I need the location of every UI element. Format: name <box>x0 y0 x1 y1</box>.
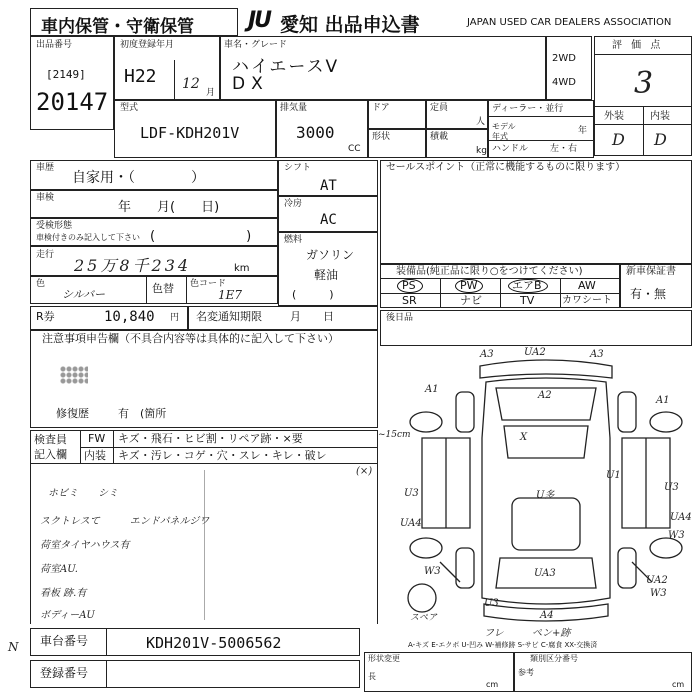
fuel-diesel: 軽油 <box>314 268 339 282</box>
mark-fure: フレ <box>484 628 504 639</box>
drive-4wd: 4WD <box>552 77 576 88</box>
notice-label: 注意事項申告欄（不具合内容等は具体的に記入して下さい） <box>42 332 339 345</box>
mark-ua3: UA3 <box>534 568 556 579</box>
ac-label: 冷房 <box>284 199 303 209</box>
recycle-label: R券 <box>36 310 55 323</box>
handle-label: ハンドル <box>492 144 529 154</box>
fw-note: ~15cm <box>378 430 411 440</box>
mark-u-many: U多 <box>536 490 555 501</box>
int-grade: D <box>654 130 667 149</box>
rear-label: 後日品 <box>386 313 414 323</box>
recycle-value: 10,840 <box>104 309 155 325</box>
mark-u1: U1 <box>606 470 621 481</box>
ac-value: AC <box>320 212 337 228</box>
mark-x: X <box>520 432 528 443</box>
drive-box <box>546 36 592 100</box>
int-items-label: 内装 <box>84 449 106 462</box>
model-value: LDF-KDH201V <box>140 124 240 142</box>
equip-leather: カワシート <box>562 295 612 306</box>
disp-label: 排気量 <box>280 103 308 113</box>
reg-label: 初度登録年月 <box>120 40 175 50</box>
history-value: 自家用・（ ） <box>72 170 205 186</box>
chassis-label: 車台番号 <box>40 634 89 648</box>
name-label: 車名・グレード <box>224 40 288 50</box>
mark-w3-left: W3 <box>424 566 441 577</box>
regno-label: 登録番号 <box>40 666 89 680</box>
equip-label: 装備品(純正品に限り○をつけてください) <box>396 266 583 277</box>
mark-u3-left: U3 <box>404 488 419 499</box>
mark-pen: ペン+跡 <box>532 628 571 639</box>
warranty-value: 有・無 <box>630 287 667 301</box>
door-label: ドア <box>372 103 390 113</box>
cm-label-2: cm <box>672 680 685 689</box>
mark-ua4-left: UA4 <box>400 518 422 529</box>
mark-w3-bottom: W3 <box>650 588 667 599</box>
deadline-value: 月 日 <box>290 310 334 323</box>
equip-airbag-circle <box>508 279 548 293</box>
shift-label: シフト <box>284 163 312 173</box>
equip-aw: AW <box>578 279 596 292</box>
type-change-label: 類別区分番号 <box>530 654 578 663</box>
mark-a2: A2 <box>538 390 552 401</box>
lot-number: 20147 <box>36 88 109 116</box>
equip-pw-circle <box>455 279 483 293</box>
shift-value: AT <box>320 178 337 194</box>
type-sub: 車検付きのみ記入して下さい <box>36 233 140 242</box>
mark-a3-left: A3 <box>480 349 494 360</box>
fw-items: キズ・飛石・ヒビ割・リペア跡・×要 <box>118 432 303 445</box>
note-4: 荷室AU. <box>40 564 78 575</box>
kg-label: kg <box>476 146 487 156</box>
cm-label-1: cm <box>486 680 499 689</box>
car-grade: DX <box>232 74 269 94</box>
equip-ps-circle <box>397 279 423 293</box>
storage-text: 車内保管・守衛保管 <box>41 17 194 37</box>
lot-sub: [2149] <box>46 68 86 81</box>
type-label: 受検形態 <box>36 221 73 231</box>
equip-tv: TV <box>520 294 535 307</box>
fw-label: FW <box>88 432 106 445</box>
cap-label: 定員 <box>430 103 449 113</box>
handle-lr: 左・右 <box>550 144 578 154</box>
cc-label: CC <box>348 144 361 154</box>
color-code-label: 色コード <box>190 279 227 289</box>
int-label: 内装 <box>650 111 670 122</box>
km-label: km <box>234 263 250 274</box>
mark-u3-right: U3 <box>664 482 679 493</box>
int-items: キズ・汚レ・コゲ・穴・スレ・キレ・破レ <box>118 449 327 462</box>
mark-w3-right: W3 <box>668 530 685 541</box>
rear-box <box>380 310 692 346</box>
lot-label: 出品番号 <box>36 40 73 50</box>
inspector-label-2: 記入欄 <box>34 448 67 461</box>
form-title: 愛知 出品申込書 <box>280 14 420 36</box>
mileage-value: 25万8千234 <box>74 256 192 275</box>
dealer-label: ディーラー・並行 <box>492 104 564 114</box>
equip-pw: PW <box>460 279 478 292</box>
equip-airbag: エアB <box>512 279 542 292</box>
mark-u3-bottom: U3 <box>484 598 499 609</box>
sales-label: セールスポイント（正常に機能するものに限ります） <box>386 162 626 173</box>
color-code-value: 1E7 <box>218 288 243 302</box>
deadline-label: 名変通知期限 <box>196 310 262 323</box>
person-label: 人 <box>476 117 486 127</box>
equip-sr: SR <box>402 294 417 307</box>
sales-box <box>380 160 692 264</box>
score-value: 3 <box>634 66 654 101</box>
form-title-en: JAPAN USED CAR DEALERS ASSOCIATION <box>467 17 672 28</box>
modelyear-label: モデル 年式 <box>492 122 516 141</box>
repair-label: 修復歴 <box>56 407 89 420</box>
note-2: スクトレスて エンドパネルジワ <box>40 516 210 527</box>
storage-badge <box>30 8 238 36</box>
damage-legend: A-キズ E-エクボ U-凹み W-補修跡 S-サビ C-腐食 XX-交換済 <box>408 641 598 649</box>
load-label: 積載 <box>430 132 449 142</box>
mark-a3-right: A3 <box>590 349 604 360</box>
inspection-label: 車検 <box>36 193 55 203</box>
mark-a4: A4 <box>540 610 554 621</box>
inspection-value: 年 月( 日) <box>118 200 220 215</box>
history-label: 車歴 <box>36 163 55 173</box>
ext-label: 外装 <box>604 111 624 122</box>
note-3: 荷室タイヤハウス有 <box>40 540 130 551</box>
color-change-label: 色替 <box>152 282 174 295</box>
chassis-mark: N <box>8 640 19 654</box>
repair-value: 有 (箇所 <box>118 407 167 420</box>
mark-a1-right: A1 <box>656 395 670 406</box>
equip-ps: PS <box>402 279 416 292</box>
fuel-gasoline: ガソリン <box>306 248 355 262</box>
year-label: 年 <box>578 126 588 136</box>
reg-era: H22 <box>124 66 157 87</box>
note-5: 看板 跡.有 <box>40 588 87 599</box>
disp-value: 3000 <box>296 123 335 142</box>
mark-ua2-top: UA2 <box>524 347 546 358</box>
type-paren: ( ) <box>150 229 252 244</box>
mark-a1-left: A1 <box>425 384 439 395</box>
drive-2wd: 2WD <box>552 53 576 64</box>
fuel-paren: ( ) <box>292 288 334 301</box>
fuel-label: 燃料 <box>284 235 303 245</box>
month-suffix: 月 <box>206 88 216 98</box>
mark-spare: スペア <box>410 613 438 623</box>
mark-ua2-right: UA2 <box>646 575 668 586</box>
reg-month: 12 <box>182 76 200 92</box>
chassis-value: KDH201V-5006562 <box>146 634 282 652</box>
length-label: 長 <box>368 672 376 681</box>
int-note: (×) <box>356 466 373 477</box>
color-value: シルバー <box>62 288 105 301</box>
warranty-label: 新車保証書 <box>626 266 676 277</box>
note-1: ホビミ シミ <box>48 488 118 499</box>
shape-label: 形状 <box>372 132 391 142</box>
model-label: 型式 <box>120 103 139 113</box>
mark-ua4-right: UA4 <box>670 512 692 523</box>
car-name: ハイエースV <box>232 57 340 77</box>
note-6: ボディーAU <box>40 610 95 621</box>
ext-grade: D <box>612 130 625 149</box>
inspector-label-1: 検査員 <box>34 433 67 446</box>
shape-change-label: 形状変更 <box>368 654 400 663</box>
yen-label: 円 <box>170 313 180 323</box>
mileage-label: 走行 <box>36 250 55 260</box>
notice-smudge <box>60 366 88 384</box>
score-label: 評 価 点 <box>612 40 664 51</box>
color-label: 色 <box>36 279 46 289</box>
equip-navi: ナビ <box>460 294 482 307</box>
ju-logo: JU <box>248 8 271 33</box>
ref-label: 参考 <box>518 668 534 677</box>
